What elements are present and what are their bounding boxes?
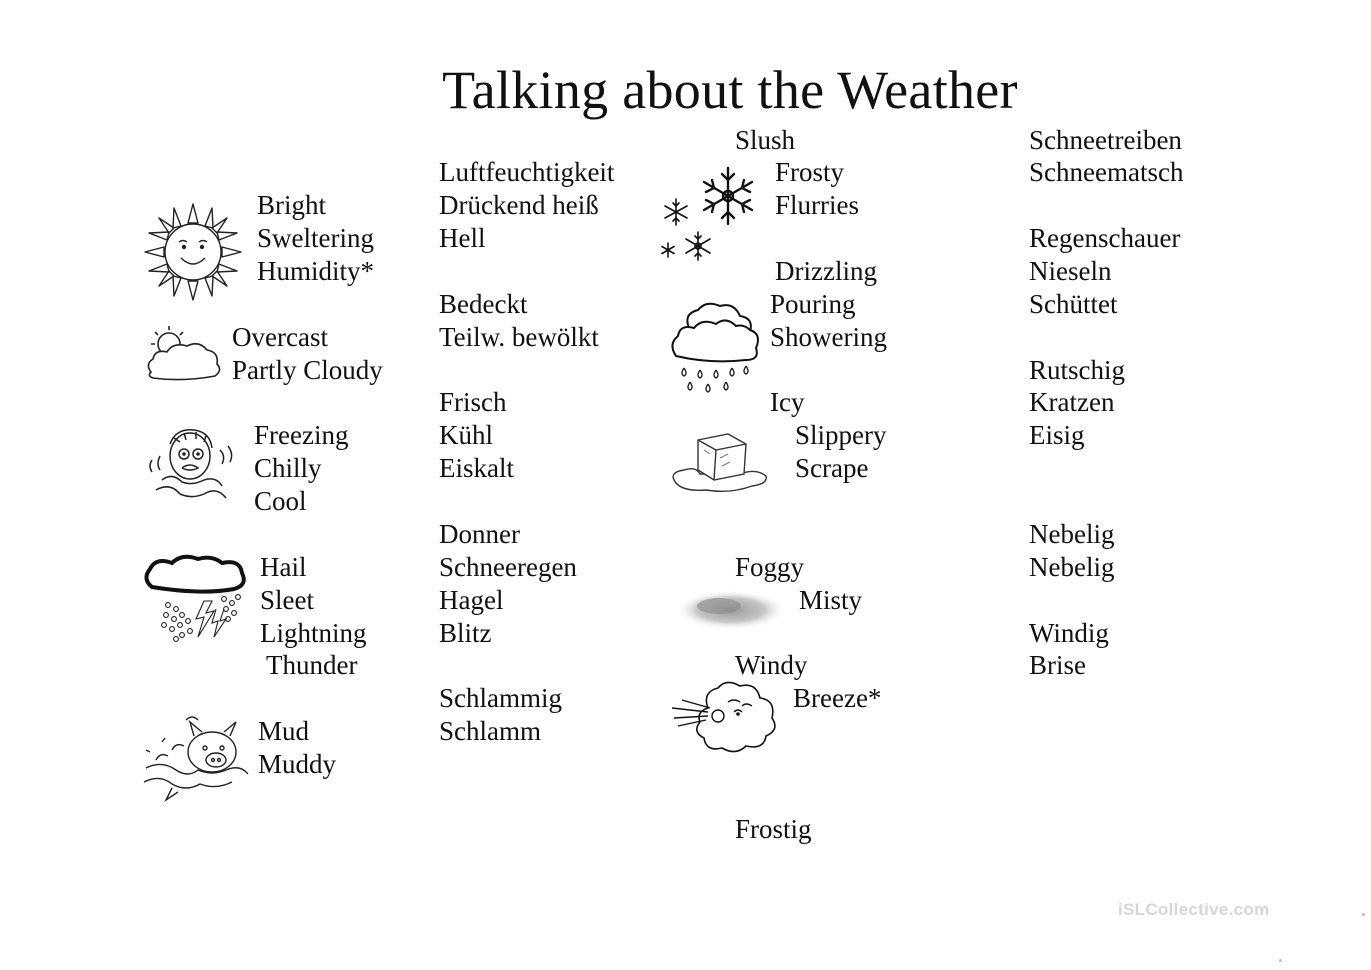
word-muddy: Muddy — [258, 749, 337, 779]
word-thunder: Thunder — [266, 650, 358, 680]
snowflakes-icon — [656, 162, 784, 268]
storm-cloud-hail-lightning-icon — [142, 553, 248, 647]
word-bright: Bright — [257, 190, 327, 220]
word-showering: Showering — [770, 322, 887, 352]
word-drueckend-heiss: Drückend heiß — [439, 190, 599, 220]
word-schneematsch: Schneematsch — [1029, 157, 1184, 187]
word-nebelig-1: Nebelig — [1029, 519, 1115, 549]
word-kratzen: Kratzen — [1029, 387, 1115, 417]
word-frostig: Frostig — [735, 814, 812, 844]
word-schlamm: Schlamm — [439, 716, 541, 746]
word-nebelig-2: Nebelig — [1029, 552, 1115, 582]
blowing-wind-face-icon — [672, 678, 784, 758]
word-blitz: Blitz — [439, 618, 492, 648]
word-breeze: Breeze* — [793, 683, 882, 713]
word-eisig: Eisig — [1029, 420, 1085, 450]
corner-dot — [1362, 913, 1365, 916]
word-schneeregen: Schneeregen — [439, 552, 577, 582]
word-regenschauer: Regenschauer — [1029, 223, 1181, 253]
word-foggy: Foggy — [735, 552, 805, 582]
word-windig: Windig — [1029, 618, 1109, 648]
smiling-sun-icon — [143, 202, 243, 302]
word-misty: Misty — [799, 585, 863, 615]
word-hail: Hail — [260, 552, 307, 582]
word-kuehl: Kühl — [439, 420, 493, 450]
word-windy: Windy — [735, 650, 808, 680]
word-sweltering: Sweltering — [257, 223, 374, 253]
word-frisch: Frisch — [439, 387, 507, 417]
word-slippery: Slippery — [795, 420, 887, 450]
word-slush: Slush — [735, 125, 796, 155]
word-mud: Mud — [258, 716, 310, 746]
word-eiskalt: Eiskalt — [439, 453, 514, 483]
corner-dot — [1279, 959, 1282, 962]
word-luftfeuchtigkeit: Luftfeuchtigkeit — [439, 157, 615, 187]
word-nieseln: Nieseln — [1029, 256, 1112, 286]
word-drizzling: Drizzling — [775, 256, 877, 286]
rain-clouds-icon — [670, 300, 762, 396]
word-overcast: Overcast — [232, 322, 328, 352]
ice-cube-icon — [670, 430, 770, 500]
word-scrape: Scrape — [795, 453, 869, 483]
word-schuettet: Schüttet — [1029, 289, 1118, 319]
word-cool: Cool — [254, 486, 307, 516]
word-bedeckt: Bedeckt — [439, 289, 528, 319]
word-donner: Donner — [439, 519, 520, 549]
fog-patch-icon — [675, 588, 787, 632]
word-partly-cloudy: Partly Cloudy — [232, 355, 383, 385]
word-flurries: Flurries — [775, 190, 859, 220]
word-schlammig: Schlammig — [439, 683, 562, 713]
word-frosty: Frosty — [775, 157, 845, 187]
word-hell: Hell — [439, 223, 486, 253]
word-hagel: Hagel — [439, 585, 504, 615]
shivering-person-icon — [146, 420, 238, 512]
word-brise: Brise — [1029, 650, 1086, 680]
word-rutschig: Rutschig — [1029, 355, 1126, 385]
word-humidity: Humidity* — [257, 256, 375, 286]
word-lightning: Lightning — [260, 618, 367, 648]
word-icy: Icy — [770, 387, 805, 417]
word-freezing: Freezing — [254, 420, 349, 450]
word-pouring: Pouring — [770, 289, 856, 319]
word-schneetreiben: Schneetreiben — [1029, 125, 1182, 155]
pig-in-mud-icon — [142, 712, 250, 802]
page-title: Talking about the Weather — [442, 60, 1018, 120]
watermark: iSLCollective.com — [1118, 900, 1270, 919]
word-teilw-bewoelkt: Teilw. bewölkt — [439, 322, 599, 352]
sun-behind-cloud-icon — [143, 322, 223, 384]
word-sleet: Sleet — [260, 585, 314, 615]
word-chilly: Chilly — [254, 453, 322, 483]
